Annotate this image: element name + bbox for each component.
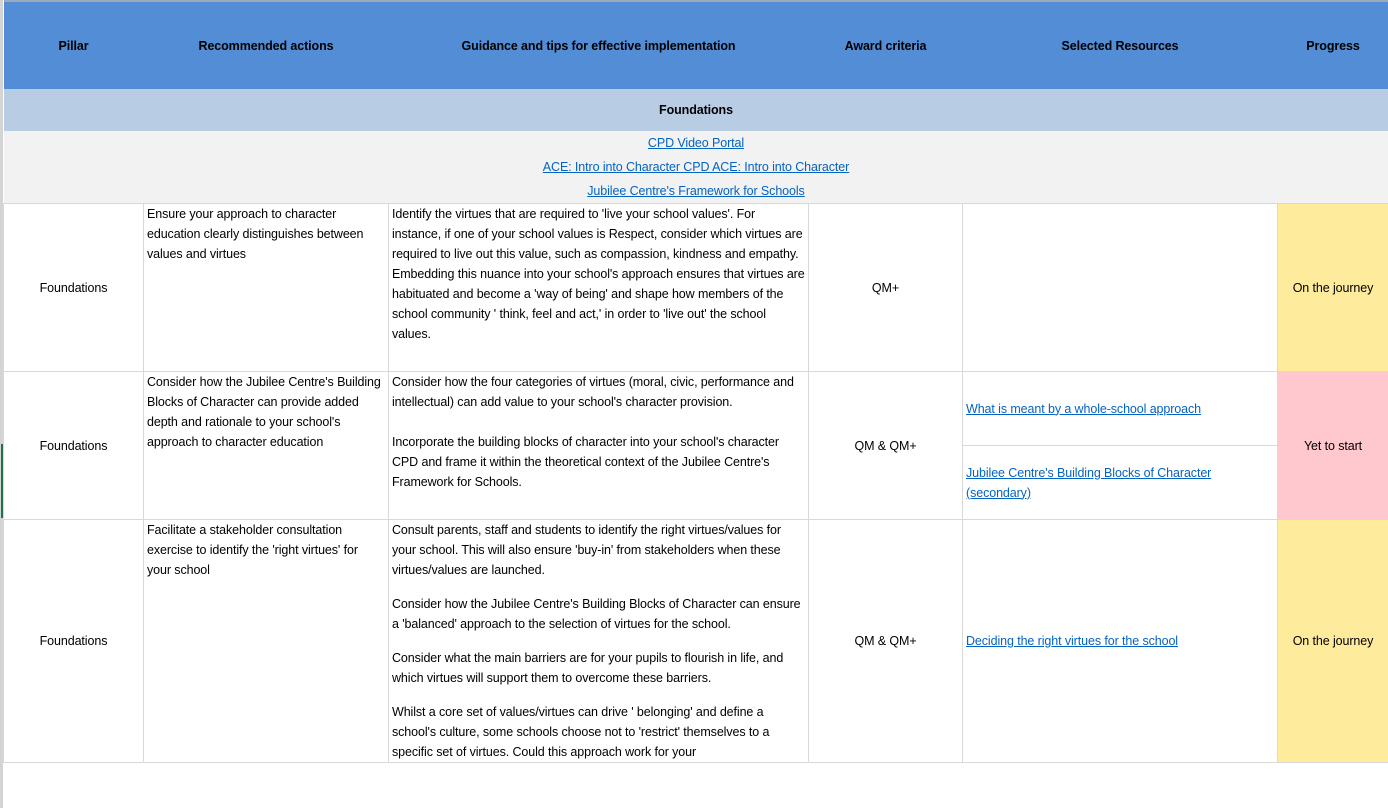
pillar-cell[interactable]: Foundations <box>4 204 144 372</box>
guidance-text: Incorporate the building blocks of character into your school's character CPD and frame it within the theoretical context of the Jubilee Centre's Framework for Schools. <box>392 435 779 489</box>
header-row <box>4 1 1388 89</box>
award-cell[interactable]: QM & QM+ <box>809 372 963 520</box>
character-education-table <box>3 0 1388 763</box>
link-framework[interactable]: Jubilee Centre's Framework for Schools <box>587 184 805 198</box>
col-resources[interactable]: Selected Resources <box>963 1 1278 89</box>
action-cell[interactable]: Consider how the Jubilee Centre's Building Blocks of Character can provide added depth and rationale to your school's approach to character education <box>144 372 389 520</box>
guidance-text: Consider how the four categories of virtues (moral, civic, performance and intellectual) can add value to your school's character provision. <box>392 375 794 409</box>
col-award[interactable]: Award criteria <box>809 1 963 89</box>
progress-cell[interactable]: On the journey <box>1278 204 1388 372</box>
resources-cell[interactable] <box>963 204 1278 372</box>
resource-link[interactable]: What is meant by a whole-school approach <box>966 401 1202 416</box>
guidance-text: Consider what the main barriers are for your pupils to flourish in life, and which virtues will support them to overcome these barriers. <box>392 651 784 685</box>
link-cpd-video-portal[interactable]: CPD Video Portal <box>647 136 745 150</box>
action-cell[interactable]: Facilitate a stakeholder consultation exercise to identify the 'right virtues' for your school <box>144 520 389 763</box>
guidance-text: Consult parents, staff and students to identify the right virtues/values for your school. This will also ensure 'buy-in' from stakeholders when these virtues/values are launched. <box>392 523 781 577</box>
guidance-text: Identify the virtues that are required to 'live your school values'. For instance, if one of your school values is Respect, consider which virtues are required to live out this value, such as compassion, kindness and empathy. Embedding this nuance into your school's approach ensures that virtues are habituated and become a 'way of being' and shape how members of the school community ' think, feel and act,' in order to 'live out' the school values. <box>392 207 805 341</box>
pillar-cell[interactable]: Foundations <box>4 520 144 763</box>
progress-cell[interactable]: Yet to start <box>1278 372 1388 520</box>
col-progress[interactable]: Progress <box>1278 1 1388 89</box>
guidance-text: Whilst a core set of values/virtues can drive ' belonging' and define a school's culture, some schools choose not to 'restrict' themselves to a specific set of virtues. Could this approach work for your <box>392 705 770 759</box>
guidance-cell[interactable] <box>389 372 809 520</box>
table-row <box>4 204 1388 372</box>
guidance-text: Consider how the Jubilee Centre's Building Blocks of Character can ensure a 'balanced' approach to the selection of virtues for the school. <box>392 597 801 631</box>
col-actions[interactable]: Recommended actions <box>144 1 389 89</box>
section-title[interactable]: Foundations <box>4 89 1388 131</box>
col-guidance[interactable]: Guidance and tips for effective implementation <box>389 1 809 89</box>
guidance-cell[interactable] <box>389 520 809 763</box>
resources-cell <box>963 372 1278 520</box>
resources-cell <box>963 520 1278 763</box>
resource-link[interactable]: Jubilee Centre's Building Blocks of Character (secondary) <box>966 465 1212 500</box>
resource-link[interactable]: Deciding the right virtues for the school <box>966 634 1178 648</box>
pillar-cell[interactable]: Foundations <box>4 372 144 520</box>
link-ace-intro[interactable]: ACE: Intro into Character CPD ACE: Intro into Character <box>542 160 850 174</box>
section-links-row <box>4 131 1388 204</box>
table-row <box>4 372 1388 520</box>
guidance-cell[interactable] <box>389 204 809 372</box>
section-row <box>4 89 1388 131</box>
award-cell[interactable]: QM+ <box>809 204 963 372</box>
award-cell[interactable]: QM & QM+ <box>809 520 963 763</box>
table-row <box>4 520 1388 763</box>
progress-cell[interactable]: On the journey <box>1278 520 1388 763</box>
action-cell[interactable]: Ensure your approach to character education clearly distinguishes between values and virtues <box>144 204 389 372</box>
col-pillar[interactable]: Pillar <box>4 1 144 89</box>
